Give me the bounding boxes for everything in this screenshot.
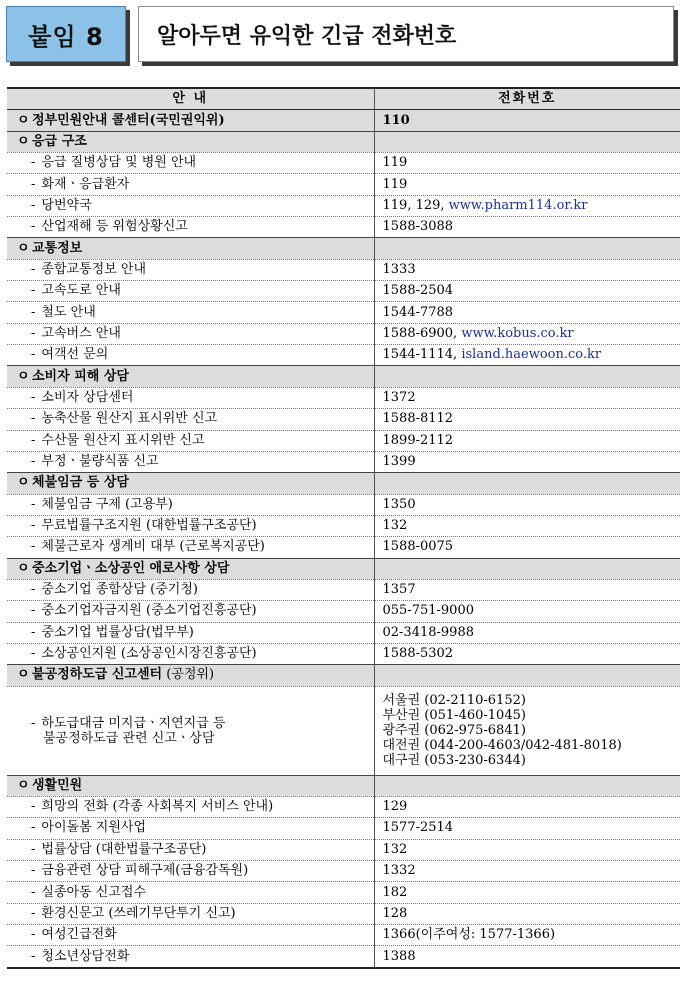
item-phone: 119, 129, [382, 197, 445, 213]
section-title-cell [7, 131, 374, 152]
dash-marker: - [31, 841, 36, 857]
table-row [7, 839, 680, 860]
item-phone-cell [374, 430, 680, 451]
item-label: 응급 질병상담 및 병원 안내 [41, 155, 197, 171]
section-title-suffix: (공정위) [162, 667, 215, 683]
dash-marker: - [31, 820, 36, 836]
dash-marker: - [31, 518, 36, 534]
table-header-row [7, 88, 680, 110]
website-link[interactable]: www.pharm114.or.kr [448, 197, 588, 213]
item-label: 금융관련 상담 피해구제(금융감독원) [41, 863, 249, 879]
item-label: 법률상담 (대한법률구조공단) [41, 841, 207, 857]
table-row [7, 818, 680, 839]
item-phone-cell [374, 796, 680, 817]
section-title-cell [7, 366, 374, 387]
section-title-cell [7, 558, 374, 579]
item-phone: 182 [382, 884, 408, 900]
table-row [7, 882, 680, 903]
item-label: 수산물 원산지 표시위반 신고 [41, 432, 205, 448]
dash-marker: - [31, 624, 36, 640]
item-phone-cell [374, 925, 680, 946]
item-label-cell [7, 259, 374, 280]
section-row [7, 131, 680, 152]
item-label-cell [7, 839, 374, 860]
item-label: 고속버스 안내 [41, 325, 121, 341]
item-phone: 1588-6900, [382, 325, 458, 341]
item-phone-cell [374, 643, 680, 664]
item-label-cell [7, 946, 374, 968]
table-row [7, 345, 680, 366]
table-row [7, 451, 680, 472]
section-phone [374, 558, 680, 579]
dash-marker: - [31, 432, 36, 448]
section-title: 생활민원 [32, 777, 83, 793]
dash-marker: - [31, 715, 36, 731]
table-row [7, 302, 680, 323]
section-row [7, 558, 680, 579]
website-link[interactable]: www.kobus.co.kr [461, 325, 574, 341]
column-header-guide: 안 내 [7, 88, 374, 110]
item-phone: 119 [382, 176, 408, 192]
item-label: 중소기업자금지원 (중소기업진흥공단) [41, 603, 257, 619]
item-label: 고속도로 안내 [41, 283, 121, 299]
item-phone-cell [374, 882, 680, 903]
dash-marker: - [31, 454, 36, 470]
section-title: 체불임금 등 상담 [32, 475, 129, 491]
column-header-phone: 전화번호 [374, 88, 680, 110]
section-phone [374, 665, 680, 686]
section-bullet: ㅇ [17, 368, 30, 384]
item-phone-cell [374, 217, 680, 238]
item-label: 종합교통정보 안내 [41, 261, 147, 277]
item-phone: 02-3418-9988 [382, 624, 474, 640]
item-label: 여성긴급전화 [41, 927, 117, 943]
dash-marker: - [31, 646, 36, 662]
subcontract-label-line2: 불공정하도급 관련 신고ㆍ상담 [43, 730, 215, 746]
dash-marker: - [31, 261, 36, 277]
item-phone: 1899-2112 [382, 432, 454, 448]
dash-marker: - [31, 927, 36, 943]
item-phone-cell [374, 387, 680, 408]
item-label: 아이돌봄 지원사업 [41, 820, 147, 836]
section-row [7, 238, 680, 259]
item-phone: 1577-2514 [382, 820, 454, 836]
table-row [7, 323, 680, 344]
table-row [7, 686, 680, 775]
item-label-cell [7, 451, 374, 472]
section-title-cell [7, 238, 374, 259]
item-label: 체불근로자 생계비 대부 (근로복지공단) [41, 539, 265, 555]
dash-marker: - [31, 539, 36, 555]
section-title: 응급 구조 [32, 133, 87, 149]
section-phone [374, 366, 680, 387]
dash-marker: - [31, 347, 36, 363]
item-phone: 1357 [382, 582, 416, 598]
item-phone-cell [374, 861, 680, 882]
dash-marker: - [31, 219, 36, 235]
section-row [7, 473, 680, 494]
item-phone-cell [374, 259, 680, 280]
section-phone [374, 775, 680, 796]
section-title: 교통정보 [32, 240, 83, 256]
table-row [7, 494, 680, 515]
item-label-cell [7, 796, 374, 817]
item-label-cell [7, 882, 374, 903]
table-body [7, 110, 680, 968]
dash-marker: - [31, 411, 36, 427]
item-phone-cell [374, 579, 680, 600]
item-label: 무료법률구조지원 (대한법률구조공단) [41, 518, 257, 534]
item-phone-cell [374, 494, 680, 515]
item-label: 당번약국 [41, 197, 92, 213]
section-title-cell [7, 775, 374, 796]
table-row [7, 903, 680, 924]
item-label-cell [7, 195, 374, 216]
dash-marker: - [31, 863, 36, 879]
item-label-cell [7, 622, 374, 643]
item-label: 체불임금 구제 (고용부) [41, 496, 173, 512]
item-phone: 1399 [382, 454, 416, 470]
website-link[interactable]: island.haewoon.co.kr [461, 347, 602, 363]
section-phone [374, 131, 680, 152]
item-label-cell [7, 281, 374, 302]
item-phone: 1544-1114, [382, 347, 458, 363]
item-phone: 132 [382, 518, 408, 534]
item-label-cell [7, 153, 374, 174]
section-bullet: ㅇ [17, 133, 30, 149]
dash-marker: - [31, 389, 36, 405]
table-row [7, 515, 680, 536]
section-title-cell [7, 110, 374, 131]
item-phone: 1588-3088 [382, 219, 454, 235]
item-label-cell [7, 818, 374, 839]
section-row [7, 775, 680, 796]
section-bullet: ㅇ [17, 777, 30, 793]
item-phone: 129 [382, 799, 408, 815]
item-label: 환경신문고 (쓰레기무단투기 신고) [41, 905, 236, 921]
table-row [7, 643, 680, 664]
attachment-badge: 붙임 8 [6, 6, 126, 62]
item-phone: 1333 [382, 261, 416, 277]
item-label: 중소기업 종합상담 (중기청) [41, 582, 198, 598]
table-row [7, 601, 680, 622]
section-row [7, 366, 680, 387]
dash-marker: - [31, 176, 36, 192]
item-label: 산업재해 등 위험상황신고 [41, 219, 188, 235]
item-label-cell [7, 345, 374, 366]
section-title: 소비자 피해 상담 [32, 368, 129, 384]
subcontract-label-line1: 하도급대금 미지급ㆍ지연지급 등 [41, 715, 226, 731]
table-row [7, 622, 680, 643]
table-row [7, 925, 680, 946]
item-label-cell [7, 387, 374, 408]
item-label-cell [7, 217, 374, 238]
dash-marker: - [31, 799, 36, 815]
dash-marker: - [31, 582, 36, 598]
item-phone: 055-751-9000 [382, 603, 474, 619]
item-label-cell [7, 302, 374, 323]
emergency-phone-table [7, 87, 680, 969]
table-row [7, 796, 680, 817]
subcontract-label-cell [7, 686, 374, 775]
item-phone-cell [374, 409, 680, 430]
page-title: 알아두면 유익한 긴급 전화번호 [138, 6, 674, 62]
item-phone-cell [374, 174, 680, 195]
item-phone: 1366(이주여성: 1577-1366) [382, 927, 556, 943]
table-row [7, 174, 680, 195]
dash-marker: - [31, 948, 36, 964]
table-row [7, 259, 680, 280]
item-phone-cell [374, 281, 680, 302]
item-label: 소비자 상담센터 [41, 389, 134, 405]
section-phone: 110 [374, 110, 680, 131]
item-label: 여객선 문의 [41, 347, 109, 363]
table-row [7, 537, 680, 558]
table-row [7, 579, 680, 600]
item-label: 중소기업 법률상담(법무부) [41, 624, 194, 640]
dash-marker: - [31, 496, 36, 512]
item-phone-cell [374, 515, 680, 536]
regional-office-phone: 서울권 (02-2110-6152) [382, 693, 526, 709]
item-phone: 1350 [382, 496, 416, 512]
dash-marker: - [31, 304, 36, 320]
dash-marker: - [31, 884, 36, 900]
item-phone-cell [374, 302, 680, 323]
page-header [6, 6, 674, 62]
dash-marker: - [31, 905, 36, 921]
item-label-cell [7, 601, 374, 622]
dash-marker: - [31, 325, 36, 341]
item-label-cell [7, 494, 374, 515]
regional-office-phones [374, 686, 680, 775]
item-phone-cell [374, 345, 680, 366]
table-row [7, 153, 680, 174]
section-title: 불공정하도급 신고센터 [32, 667, 163, 683]
item-phone: 1588-5302 [382, 646, 454, 662]
item-label: 희망의 전화 (각종 사회복지 서비스 안내) [41, 799, 274, 815]
item-label-cell [7, 174, 374, 195]
item-label-cell [7, 409, 374, 430]
item-label-cell [7, 903, 374, 924]
item-label-cell [7, 323, 374, 344]
item-phone-cell [374, 195, 680, 216]
section-phone [374, 473, 680, 494]
dash-marker: - [31, 283, 36, 299]
item-phone: 132 [382, 841, 408, 857]
item-phone-cell [374, 451, 680, 472]
item-phone: 1588-0075 [382, 539, 454, 555]
regional-office-phone: 광주권 (062-975-6841) [382, 723, 526, 739]
section-bullet: ㅇ [17, 112, 30, 128]
table-row [7, 387, 680, 408]
item-phone-cell [374, 839, 680, 860]
item-phone: 1544-7788 [382, 304, 454, 320]
table-row [7, 195, 680, 216]
table-row [7, 946, 680, 968]
item-phone-cell [374, 903, 680, 924]
item-phone: 1588-2504 [382, 283, 454, 299]
item-phone-cell [374, 601, 680, 622]
regional-office-phone: 부산권 (051-460-1045) [382, 708, 526, 724]
item-phone: 1388 [382, 948, 416, 964]
section-title: 중소기업ㆍ소상공인 애로사항 상담 [32, 560, 230, 576]
item-label: 소상공인지원 (소상공인시장진흥공단) [41, 646, 257, 662]
table-row [7, 861, 680, 882]
item-phone-cell [374, 946, 680, 968]
item-label: 청소년상담전화 [41, 948, 130, 964]
item-label: 부정ㆍ불량식품 신고 [41, 454, 159, 470]
item-phone: 1372 [382, 389, 416, 405]
regional-office-phone: 대구권 (053-230-6344) [382, 753, 526, 769]
section-bullet: ㅇ [17, 667, 30, 683]
section-bullet: ㅇ [17, 560, 30, 576]
section-title-cell [7, 473, 374, 494]
item-phone-cell [374, 622, 680, 643]
item-phone: 1588-8112 [382, 411, 454, 427]
table-row [7, 409, 680, 430]
section-bullet: ㅇ [17, 475, 30, 491]
item-label-cell [7, 643, 374, 664]
item-phone-cell [374, 537, 680, 558]
section-title: 정부민원안내 콜센터(국민권익위) [32, 112, 225, 128]
item-label-cell [7, 861, 374, 882]
dash-marker: - [31, 603, 36, 619]
item-label: 화재ㆍ응급환자 [41, 176, 130, 192]
table-row [7, 281, 680, 302]
section-row [7, 665, 680, 686]
regional-office-phone: 대전권 (044-200-4603/042-481-8018) [382, 738, 622, 754]
item-phone-cell [374, 323, 680, 344]
item-phone: 119 [382, 155, 408, 171]
item-phone-cell [374, 818, 680, 839]
section-phone [374, 238, 680, 259]
item-phone: 128 [382, 905, 408, 921]
table-row [7, 430, 680, 451]
section-row [7, 110, 680, 131]
subcontract-label [31, 716, 374, 731]
dash-marker: - [31, 155, 36, 171]
dash-marker: - [31, 197, 36, 213]
item-phone: 1332 [382, 863, 416, 879]
item-label-cell [7, 579, 374, 600]
item-label-cell [7, 537, 374, 558]
section-bullet: ㅇ [17, 240, 30, 256]
item-label: 농축산물 원산지 표시위반 신고 [41, 411, 218, 427]
item-phone-cell [374, 153, 680, 174]
section-title-cell [7, 665, 374, 686]
item-label-cell [7, 430, 374, 451]
item-label: 철도 안내 [41, 304, 96, 320]
item-label: 실종아동 신고접수 [41, 884, 147, 900]
item-label-cell [7, 515, 374, 536]
item-label-cell [7, 925, 374, 946]
table-row [7, 217, 680, 238]
